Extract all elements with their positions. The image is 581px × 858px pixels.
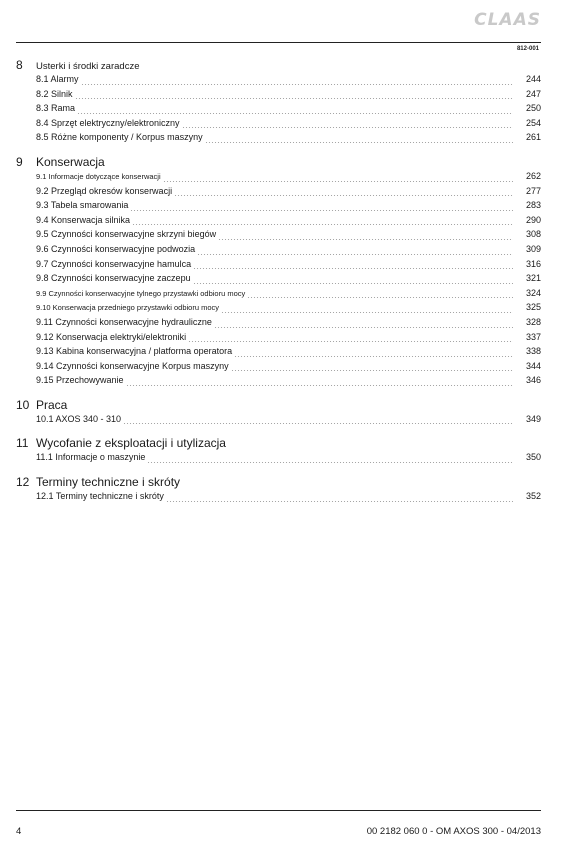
header-rule — [16, 42, 541, 43]
entry-page-number: 346 — [525, 375, 541, 386]
entry-label: 9.8 Czynności konserwacyjne zaczepu — [36, 273, 191, 284]
dot-leader — [77, 113, 513, 114]
section-spacer — [16, 428, 541, 436]
entry-label: 8.5 Różne komponenty / Korpus maszyny — [36, 132, 203, 143]
section-title: Praca — [36, 397, 68, 412]
entry-page-number: 262 — [525, 170, 541, 181]
toc-entry[interactable] — [36, 103, 541, 118]
toc-entry[interactable] — [36, 215, 541, 230]
section-spacer — [16, 467, 541, 475]
table-of-contents — [16, 58, 541, 514]
entry-label: 12.1 Terminy techniczne i skróty — [36, 491, 164, 502]
entry-page-number: 290 — [525, 214, 541, 225]
toc-entry[interactable] — [36, 375, 541, 390]
entry-label: 9.14 Czynności konserwacyjne Korpus maszyny — [36, 360, 229, 371]
entry-page-number: 321 — [525, 273, 541, 284]
entry-list — [36, 491, 541, 506]
toc-entry[interactable] — [36, 288, 541, 303]
entry-page-number: 316 — [525, 258, 541, 269]
entry-label: 9.7 Czynności konserwacyjne hamulca — [36, 258, 192, 269]
entry-page-number: 328 — [525, 316, 541, 327]
dot-leader — [81, 84, 513, 85]
section-title: Terminy techniczne i skróty — [36, 475, 181, 490]
toc-section — [16, 398, 541, 437]
dot-leader — [193, 283, 513, 284]
entry-list — [36, 452, 541, 467]
section-heading[interactable] — [16, 58, 541, 74]
entry-page-number: 344 — [525, 360, 541, 371]
entry-label: 8.2 Silnik — [36, 88, 73, 99]
entry-label: 8.3 Rama — [36, 103, 76, 114]
dot-leader — [221, 312, 513, 313]
dot-leader — [193, 268, 513, 269]
dot-leader — [205, 142, 513, 143]
toc-entry[interactable] — [36, 74, 541, 89]
entry-list — [36, 74, 541, 147]
entry-label: 9.10 Konserwacja przedniego przystawki odbioru mocy — [36, 303, 220, 313]
entry-label: 9.3 Tabela smarowania — [36, 200, 129, 211]
toc-entry[interactable] — [36, 332, 541, 347]
dot-leader — [147, 462, 513, 463]
toc-section — [16, 475, 541, 514]
toc-entry[interactable] — [36, 171, 541, 186]
entry-label: 9.4 Konserwacja silnika — [36, 214, 131, 225]
claas-logo: CLAAS — [474, 10, 541, 30]
entry-label: 9.6 Czynności konserwacyjne podwozia — [36, 243, 196, 254]
dot-leader — [130, 210, 513, 211]
section-heading[interactable] — [16, 436, 541, 452]
dot-leader — [132, 224, 513, 225]
toc-entry[interactable] — [36, 302, 541, 317]
toc-entry[interactable] — [36, 414, 541, 429]
entry-label: 10.1 AXOS 340 - 310 — [36, 413, 122, 424]
document-id: 00 2182 060 0 - OM AXOS 300 - 04/2013 — [366, 826, 541, 837]
dot-leader — [218, 239, 513, 240]
dot-leader — [182, 127, 513, 128]
toc-entry[interactable] — [36, 491, 541, 506]
entry-label: 9.5 Czynności konserwacyjne skrzyni biegów — [36, 229, 217, 240]
section-spacer — [16, 506, 541, 514]
entry-page-number: 349 — [525, 413, 541, 424]
toc-entry[interactable] — [36, 317, 541, 332]
entry-page-number: 244 — [525, 74, 541, 84]
entry-page-number: 254 — [525, 117, 541, 128]
toc-entry[interactable] — [36, 346, 541, 361]
toc-entry[interactable] — [36, 452, 541, 467]
dot-leader — [247, 297, 513, 298]
section-number: 12 — [16, 475, 30, 490]
toc-entry[interactable] — [36, 273, 541, 288]
entry-label: 11.1 Informacje o maszynie — [36, 452, 146, 463]
section-heading[interactable] — [16, 475, 541, 491]
entry-page-number: 325 — [525, 302, 541, 313]
entry-label: 9.13 Kabina konserwacyjna / platforma operatora — [36, 346, 233, 357]
entry-page-number: 250 — [525, 103, 541, 114]
entry-page-number: 350 — [525, 452, 541, 463]
toc-entry[interactable] — [36, 361, 541, 376]
dot-leader — [197, 254, 513, 255]
toc-section — [16, 436, 541, 475]
entry-label: 9.2 Przegląd okresów konserwacji — [36, 185, 173, 196]
entry-page-number: 338 — [525, 346, 541, 357]
section-number: 10 — [16, 397, 30, 412]
page-number: 4 — [16, 826, 22, 837]
toc-entry[interactable] — [36, 200, 541, 215]
section-number: 11 — [16, 436, 29, 451]
dot-leader — [234, 356, 513, 357]
section-spacer — [16, 147, 541, 155]
entry-label: 8.1 Alarmy — [36, 74, 79, 84]
entry-page-number: 324 — [525, 287, 541, 298]
entry-page-number: 309 — [525, 243, 541, 254]
dot-leader — [163, 181, 513, 182]
section-title: Usterki i środki zaradcze — [36, 61, 140, 72]
entry-label: 9.12 Konserwacja elektryki/elektroniki — [36, 331, 187, 342]
document-reference: 812-001 — [516, 46, 539, 52]
section-title: Konserwacja — [36, 154, 105, 169]
toc-section — [16, 58, 541, 155]
footer-rule — [16, 810, 541, 811]
section-heading[interactable] — [16, 155, 541, 171]
dot-leader — [174, 195, 513, 196]
dot-leader — [123, 423, 513, 424]
entry-label: 9.1 Informacje dotyczące konserwacji — [36, 171, 161, 181]
entry-page-number: 247 — [525, 88, 541, 99]
toc-entry[interactable] — [36, 259, 541, 274]
entry-page-number: 352 — [525, 491, 541, 502]
entry-page-number: 261 — [525, 132, 541, 143]
section-heading[interactable] — [16, 398, 541, 414]
entry-page-number: 277 — [525, 185, 541, 196]
toc-entry[interactable] — [36, 118, 541, 133]
entry-label: 9.15 Przechowywanie — [36, 375, 124, 386]
dot-leader — [166, 501, 513, 502]
section-title: Wycofanie z eksploatacji i utylizacja — [36, 436, 226, 451]
entry-label: 9.9 Czynności konserwacyjne tylnego przystawki odbioru mocy — [36, 288, 246, 298]
toc-entry[interactable] — [36, 89, 541, 104]
toc-section — [16, 155, 541, 398]
dot-leader — [214, 327, 513, 328]
entry-list — [36, 171, 541, 390]
entry-label: 9.11 Czynności konserwacyjne hydrauliczne — [36, 316, 212, 327]
entry-label: 8.4 Sprzęt elektryczny/elektroniczny — [36, 117, 180, 128]
toc-entry[interactable] — [36, 186, 541, 201]
toc-entry[interactable] — [36, 244, 541, 259]
entry-page-number: 283 — [525, 200, 541, 211]
dot-leader — [126, 385, 513, 386]
dot-leader — [231, 370, 513, 371]
dot-leader — [75, 98, 513, 99]
entry-page-number: 308 — [525, 229, 541, 240]
section-number: 9 — [16, 154, 23, 169]
toc-entry[interactable] — [36, 229, 541, 244]
toc-entry[interactable] — [36, 132, 541, 147]
dot-leader — [188, 341, 513, 342]
entry-page-number: 337 — [525, 331, 541, 342]
section-spacer — [16, 390, 541, 398]
section-number: 8 — [16, 58, 23, 72]
entry-list — [36, 414, 541, 429]
